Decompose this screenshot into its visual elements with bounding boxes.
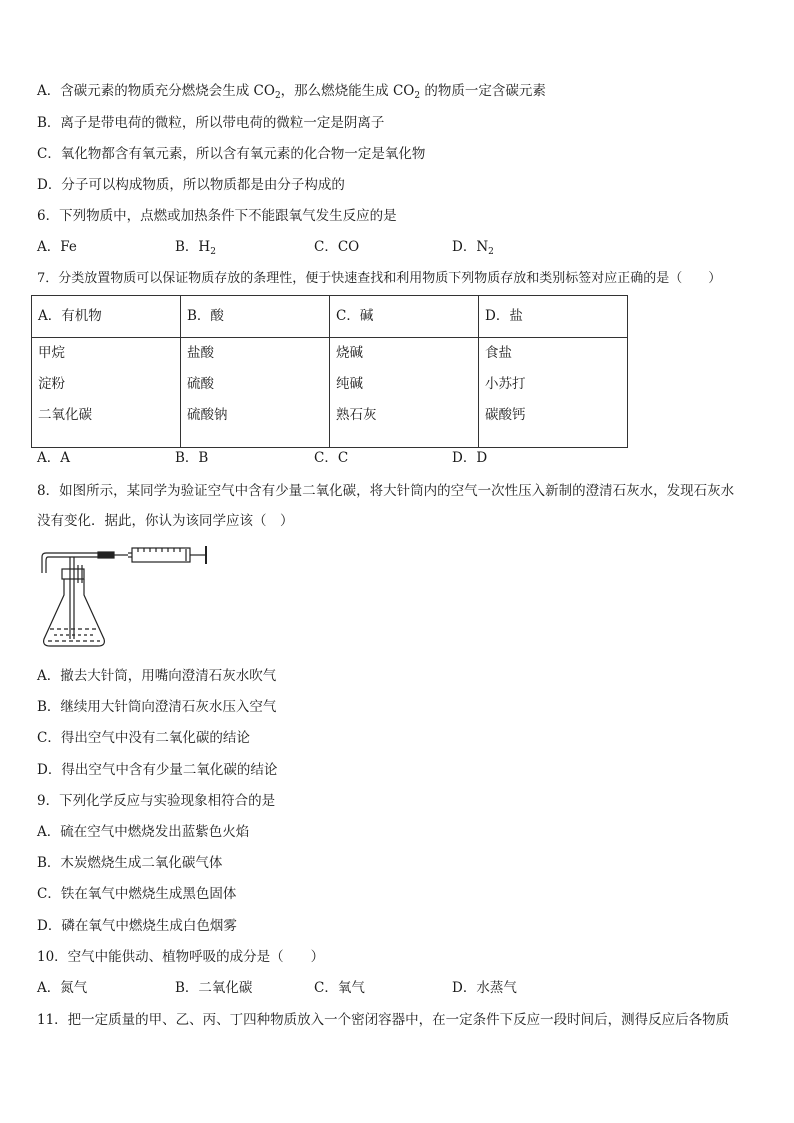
q7-classification-table xyxy=(31,295,628,448)
q7-column-a xyxy=(32,338,181,448)
q10-option-c: C．氧气 xyxy=(314,980,365,996)
table-cell: 熟石灰 xyxy=(336,407,377,423)
q9-option-a: A．硫在空气中燃烧发出蓝紫色火焰 xyxy=(37,824,250,840)
q6-option-c: C．CO xyxy=(314,239,360,255)
table-cell: 硫酸钠 xyxy=(187,407,228,423)
q7-option-a: A．A xyxy=(37,450,70,466)
q7-column-b xyxy=(181,338,330,448)
stopper xyxy=(62,569,84,579)
q10-option-d: D．水蒸气 xyxy=(452,980,517,996)
q7-header-d: D．盐 xyxy=(479,296,628,338)
q9-option-d: D．磷在氧气中燃烧生成白色烟雾 xyxy=(37,918,237,934)
q5-option-c: C．氧化物都含有氧元素，所以含有氧元素的化合物一定是氧化物 xyxy=(37,146,426,162)
q11-stem: 11．把一定质量的甲、乙、丙、丁四种物质放入一个密闭容器中，在一定条件下反应一段时间后，测得反应后各物质 xyxy=(37,1012,730,1028)
q10-options xyxy=(37,979,757,997)
table-cell: 甲烷 xyxy=(38,345,65,361)
q7-header-a: A．有机物 xyxy=(32,296,181,338)
q10-option-a: A．氮气 xyxy=(37,980,88,996)
q10-option-b: B．二氧化碳 xyxy=(175,980,253,996)
q7-option-c: C．C xyxy=(314,450,349,466)
table-cell: 小苏打 xyxy=(485,376,526,392)
q6-option-d: D．$N_2$ xyxy=(452,239,494,257)
q7-stem: 7．分类放置物质可以保证物质存放的条理性，便于快速查找和利用物质下列物质存放和类别标签对应正确的是（ ） xyxy=(37,271,722,286)
q8-option-a: A．撤去大针筒，用嘴向澄清石灰水吹气 xyxy=(37,668,277,684)
q6-options xyxy=(37,238,757,256)
table-cell: 硫酸 xyxy=(187,376,214,392)
table-cell: 食盐 xyxy=(485,345,512,361)
q7-header-c: C．碱 xyxy=(330,296,479,338)
q7-column-c xyxy=(330,338,479,448)
table-cell: 淀粉 xyxy=(38,376,65,392)
q8-option-d: D．得出空气中含有少量二氧化碳的结论 xyxy=(37,762,278,778)
q9-stem: 9．下列化学反应与实验现象相符合的是 xyxy=(37,793,276,809)
table-cell: 烧碱 xyxy=(336,345,363,361)
q7-options xyxy=(37,449,757,467)
flask-syringe-apparatus-diagram xyxy=(36,543,212,651)
q7-option-d: D．D xyxy=(452,450,488,466)
q5-option-a: A．含碳元素的物质充分燃烧会生成 $CO_2$，那么燃烧能生成 $CO_2$ 的物质一定含碳元素 xyxy=(37,83,546,101)
q9-option-c: C．铁在氧气中燃烧生成黑色固体 xyxy=(37,886,237,902)
q8-stem-line1: 8．如图所示，某同学为验证空气中含有少量二氧化碳，将大针筒内的空气一次性压入新制的澄清石灰水，发现石灰水 xyxy=(37,483,735,499)
q10-stem: 10．空气中能供动、植物呼吸的成分是（ ） xyxy=(37,949,325,965)
q5-option-b: B．离子是带电荷的微粒，所以带电荷的微粒一定是阴离子 xyxy=(37,115,385,131)
q8-stem-line2: 没有变化．据此，你认为该同学应该（ ） xyxy=(37,513,294,529)
q6-option-b: B．$H_2$ xyxy=(175,239,216,257)
table-cell: 纯碱 xyxy=(336,376,363,392)
q9-option-b: B．木炭燃烧生成二氧化碳气体 xyxy=(37,855,223,871)
q7-column-d xyxy=(479,338,628,448)
q8-option-c: C．得出空气中没有二氧化碳的结论 xyxy=(37,730,250,746)
q8-option-b: B．继续用大针筒向澄清石灰水压入空气 xyxy=(37,699,277,715)
tube-connector xyxy=(98,552,114,558)
q5-option-d: D．分子可以构成物质，所以物质都是由分子构成的 xyxy=(37,177,345,193)
q6-option-a: A．Fe xyxy=(37,239,77,255)
q7-header-b: B．酸 xyxy=(181,296,330,338)
q6-stem: 6．下列物质中，点燃或加热条件下不能跟氧气发生反应的是 xyxy=(37,208,397,224)
table-cell: 二氧化碳 xyxy=(38,407,92,423)
table-cell: 碳酸钙 xyxy=(485,407,526,423)
q7-option-b: B．B xyxy=(175,450,209,466)
syringe-barrel xyxy=(132,548,190,562)
table-cell: 盐酸 xyxy=(187,345,214,361)
